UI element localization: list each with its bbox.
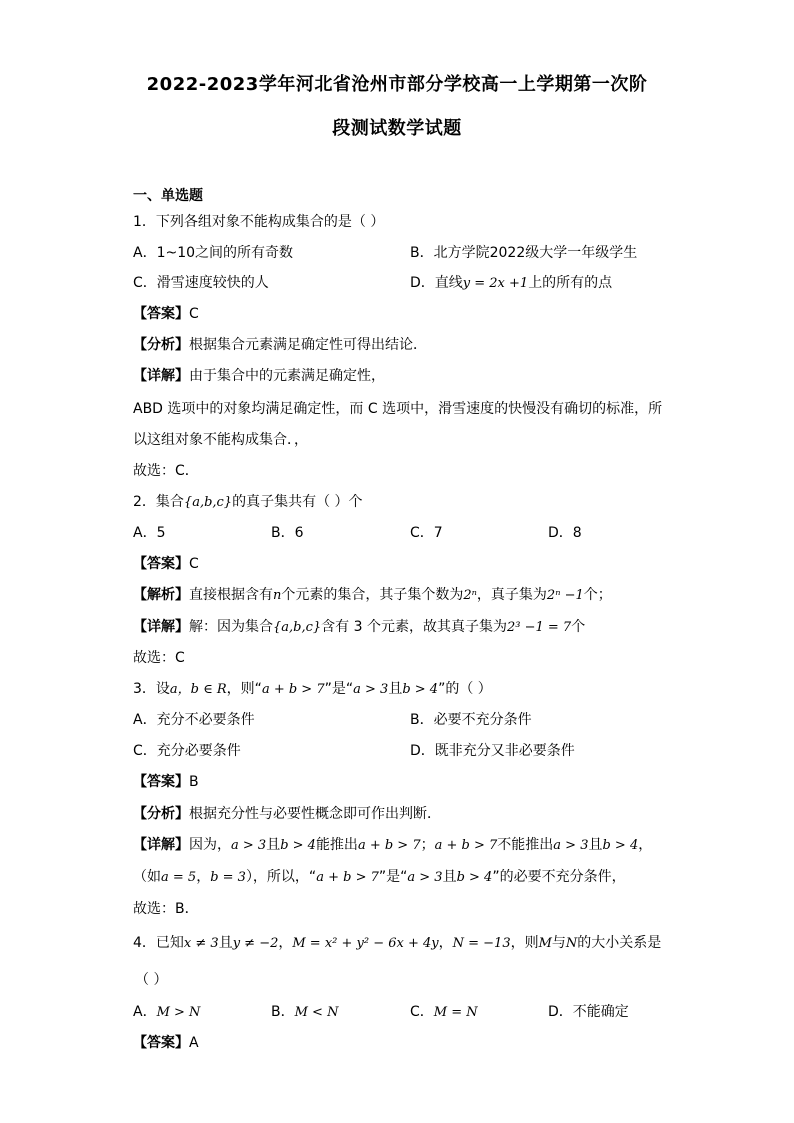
q3-detail-text-e: 不能推出 [497,837,554,853]
q3-detail-math-5: a > 3 [553,838,589,853]
q4-answer [133,1033,199,1053]
q2-conclusion: 故选：C [133,650,185,666]
q3-conclusion: 故选：B． [133,901,199,917]
q2-answer [133,554,199,574]
q3-answer-value: B [189,774,199,790]
q4-stem-math-4: N = −13 [452,936,511,951]
q1-answer [133,304,199,324]
q3-stem [133,679,492,700]
answer-tag: 【答案】 [133,306,189,322]
q4-stem-math-5: M [538,936,552,951]
q1-option-d [410,273,612,294]
analysis-tag: 【分析】 [133,337,189,353]
q2-detail-math-1: {a,b,c} [273,620,322,635]
q3-answer [133,772,199,792]
q2-option-c: C．7 [410,525,443,541]
q4-option-a-label: A． [133,1004,157,1020]
q4-option-c-math: M = N [433,1005,478,1020]
q4-stem-text-e: ，则 [510,935,539,951]
q2-option-d: D．8 [548,525,582,541]
q1-option-a: A．1~10之间的所有奇数 [133,245,294,261]
q3-option-b: B．必要不充分条件 [410,712,532,728]
q2-stem-math: {a,b,c} [183,495,233,510]
q2-detail-text-c: 个 [571,619,586,635]
q4-stem [133,933,661,954]
q3-option-c: C．充分必要条件 [133,743,241,759]
q3-detail-text-d: ； [420,837,435,853]
q4-stem-math-3: M = x² + y² − 6x + 4y [292,936,439,951]
q3-detail2-text-b: ， [196,869,211,885]
q2-answer-value: C [189,556,199,572]
q3-analysis [133,804,441,824]
q4-option-d: D．不能确定 [548,1004,629,1020]
q3-detail-text-b: 且 [266,837,281,853]
q3-detail-line-2 [133,867,626,888]
q4-stem-math-2: y ≠ −2 [232,936,279,951]
q3-stem-math-4: b > 4 [402,682,439,697]
q3-detail2-text-f: ”的必要不充分条件， [492,869,626,885]
detail-tag: 【详解】 [133,619,189,635]
detail-tag: 【详解】 [133,368,189,384]
q3-detail-text-g: ， [638,837,653,853]
detail-tag: 【详解】 [133,837,189,853]
q3-detail-math-6: b > 4 [602,838,639,853]
q4-stem-text-c: ， [278,935,293,951]
answer-tag: 【答案】 [133,1035,189,1051]
q1-detail-line-2: ABD 选项中的对象均满足确定性，而 C 选项中，滑雪速度的快慢没有确切的标准，所 [133,401,663,417]
q1-option-c: C．滑雪速度较快的人 [133,275,269,291]
analysis-tag: 【分析】 [133,806,189,822]
analysis-alt-tag: 【解析】 [133,587,189,603]
q4-stem-math-1: x ≠ 3 [183,936,219,951]
q3-detail-math-4: a + b > 7 [434,838,498,853]
section-heading: 一、单选题 [133,188,203,204]
q3-detail-text-c: 能推出 [315,837,358,853]
q1-analysis [133,335,427,355]
q1-conclusion: 故选：C． [133,463,199,479]
q4-stem-math-6: N [565,936,578,951]
q3-option-d: D．既非充分又非必要条件 [410,743,575,759]
q3-detail2-math-1: a = 5 [161,870,197,885]
q2-analysis-text-c: ，真子集为 [476,587,547,603]
q4-stem-text-g: 的大小关系是 [577,935,662,951]
q2-analysis-math-2: 2ⁿ −1 [546,588,584,603]
q3-stem-text-c: ”是“ [324,681,354,697]
q3-stem-math-3: a > 3 [353,682,389,697]
q1-option-d-prefix: D．直线 [410,275,463,291]
q3-stem-text-b: ，则“ [226,681,262,697]
q2-detail-math-2: 2³ −1 = 7 [506,620,572,635]
q4-option-c-label: C． [410,1004,434,1020]
q4-stem-text-f: 与 [551,935,566,951]
q3-analysis-text: 根据充分性与必要性概念即可作出判断． [189,806,441,822]
q4-option-a [133,1002,200,1023]
q4-stem-text-a: 4．已知 [133,935,184,951]
q4-stem-text-d: ， [438,935,453,951]
q2-analysis-text-a: 直接根据含有 [189,587,273,603]
q2-analysis-text-b: 个元素的集合，其子集个数为 [281,587,464,603]
q3-stem-text-a: 3．设 [133,681,170,697]
q1-option-d-suffix: 上的所有的点 [528,275,613,291]
q2-detail-text-b: 含有 3 个元素，故其真子集为 [321,619,507,635]
q3-detail-math-3: a + b > 7 [357,838,421,853]
q3-detail2-text-e: 且 [442,869,457,885]
q2-option-b: B．6 [271,525,304,541]
q3-option-a: A．充分不必要条件 [133,712,255,728]
q4-stem-paren: （ ） [135,972,168,988]
q3-detail2-math-5: b > 4 [456,870,493,885]
q2-option-a: A．5 [133,525,166,541]
q3-detail-text-f: 且 [588,837,603,853]
answer-tag: 【答案】 [133,556,189,572]
q2-analysis-math-n: n [273,588,282,603]
q3-stem-math-2: a + b > 7 [261,682,325,697]
q3-detail2-math-3: a + b > 7 [316,870,379,885]
q3-stem-text-d: 且 [388,681,403,697]
q3-detail2-text-a: （如 [133,869,161,885]
q2-analysis [133,585,612,606]
document-title-line-2: 段测试数学试题 [332,118,462,139]
q2-detail-text-a: 解：因为集合 [189,619,273,635]
q3-detail-math-1: a > 3 [231,838,267,853]
document-title-line-1: 2022-2023学年河北省沧州市部分学校高一上学期第一次阶 [146,74,648,95]
q1-detail-text: 由于集合中的元素满足确定性， [189,368,385,384]
q4-option-c [410,1002,478,1023]
q2-stem-prefix: 2．集合 [133,494,184,510]
q4-option-a-math: M > N [156,1005,201,1020]
q2-analysis-text-d: 个； [583,587,612,603]
q3-detail-math-2: b > 4 [280,838,316,853]
q1-option-d-math: y = 2x +1 [462,276,529,291]
q4-option-b [271,1002,338,1023]
q3-detail [133,835,652,856]
q2-detail [133,617,585,638]
q2-analysis-math-1: 2ⁿ [463,588,477,603]
q1-answer-value: C [189,306,199,322]
q2-stem-suffix: 的真子集共有（ ）个 [232,494,363,510]
q1-analysis-text: 根据集合元素满足确定性可得出结论． [189,337,427,353]
q3-detail-text-a: 因为， [189,837,231,853]
q1-stem: 1．下列各组对象不能构成集合的是（ ） [133,214,385,230]
q4-option-b-label: B． [271,1004,295,1020]
q1-detail [133,366,385,386]
q3-detail2-text-d: ”是“ [378,869,408,885]
q4-option-b-math: M < N [294,1005,339,1020]
q4-stem-text-b: 且 [218,935,233,951]
q3-detail2-text-c: ），所以，“ [245,869,317,885]
q3-stem-text-e: ”的（ ） [438,681,492,697]
q3-detail2-math-2: b = 3 [210,870,246,885]
q1-option-b: B．北方学院2022级大学一年级学生 [410,245,638,261]
q3-stem-math-1: a，b ∈ R [169,682,227,697]
q3-detail2-math-4: a > 3 [407,870,443,885]
answer-tag: 【答案】 [133,774,189,790]
q4-answer-value: A [189,1035,199,1051]
q1-detail-line-3: 以这组对象不能构成集合．， [133,432,308,448]
q2-stem [133,492,363,513]
